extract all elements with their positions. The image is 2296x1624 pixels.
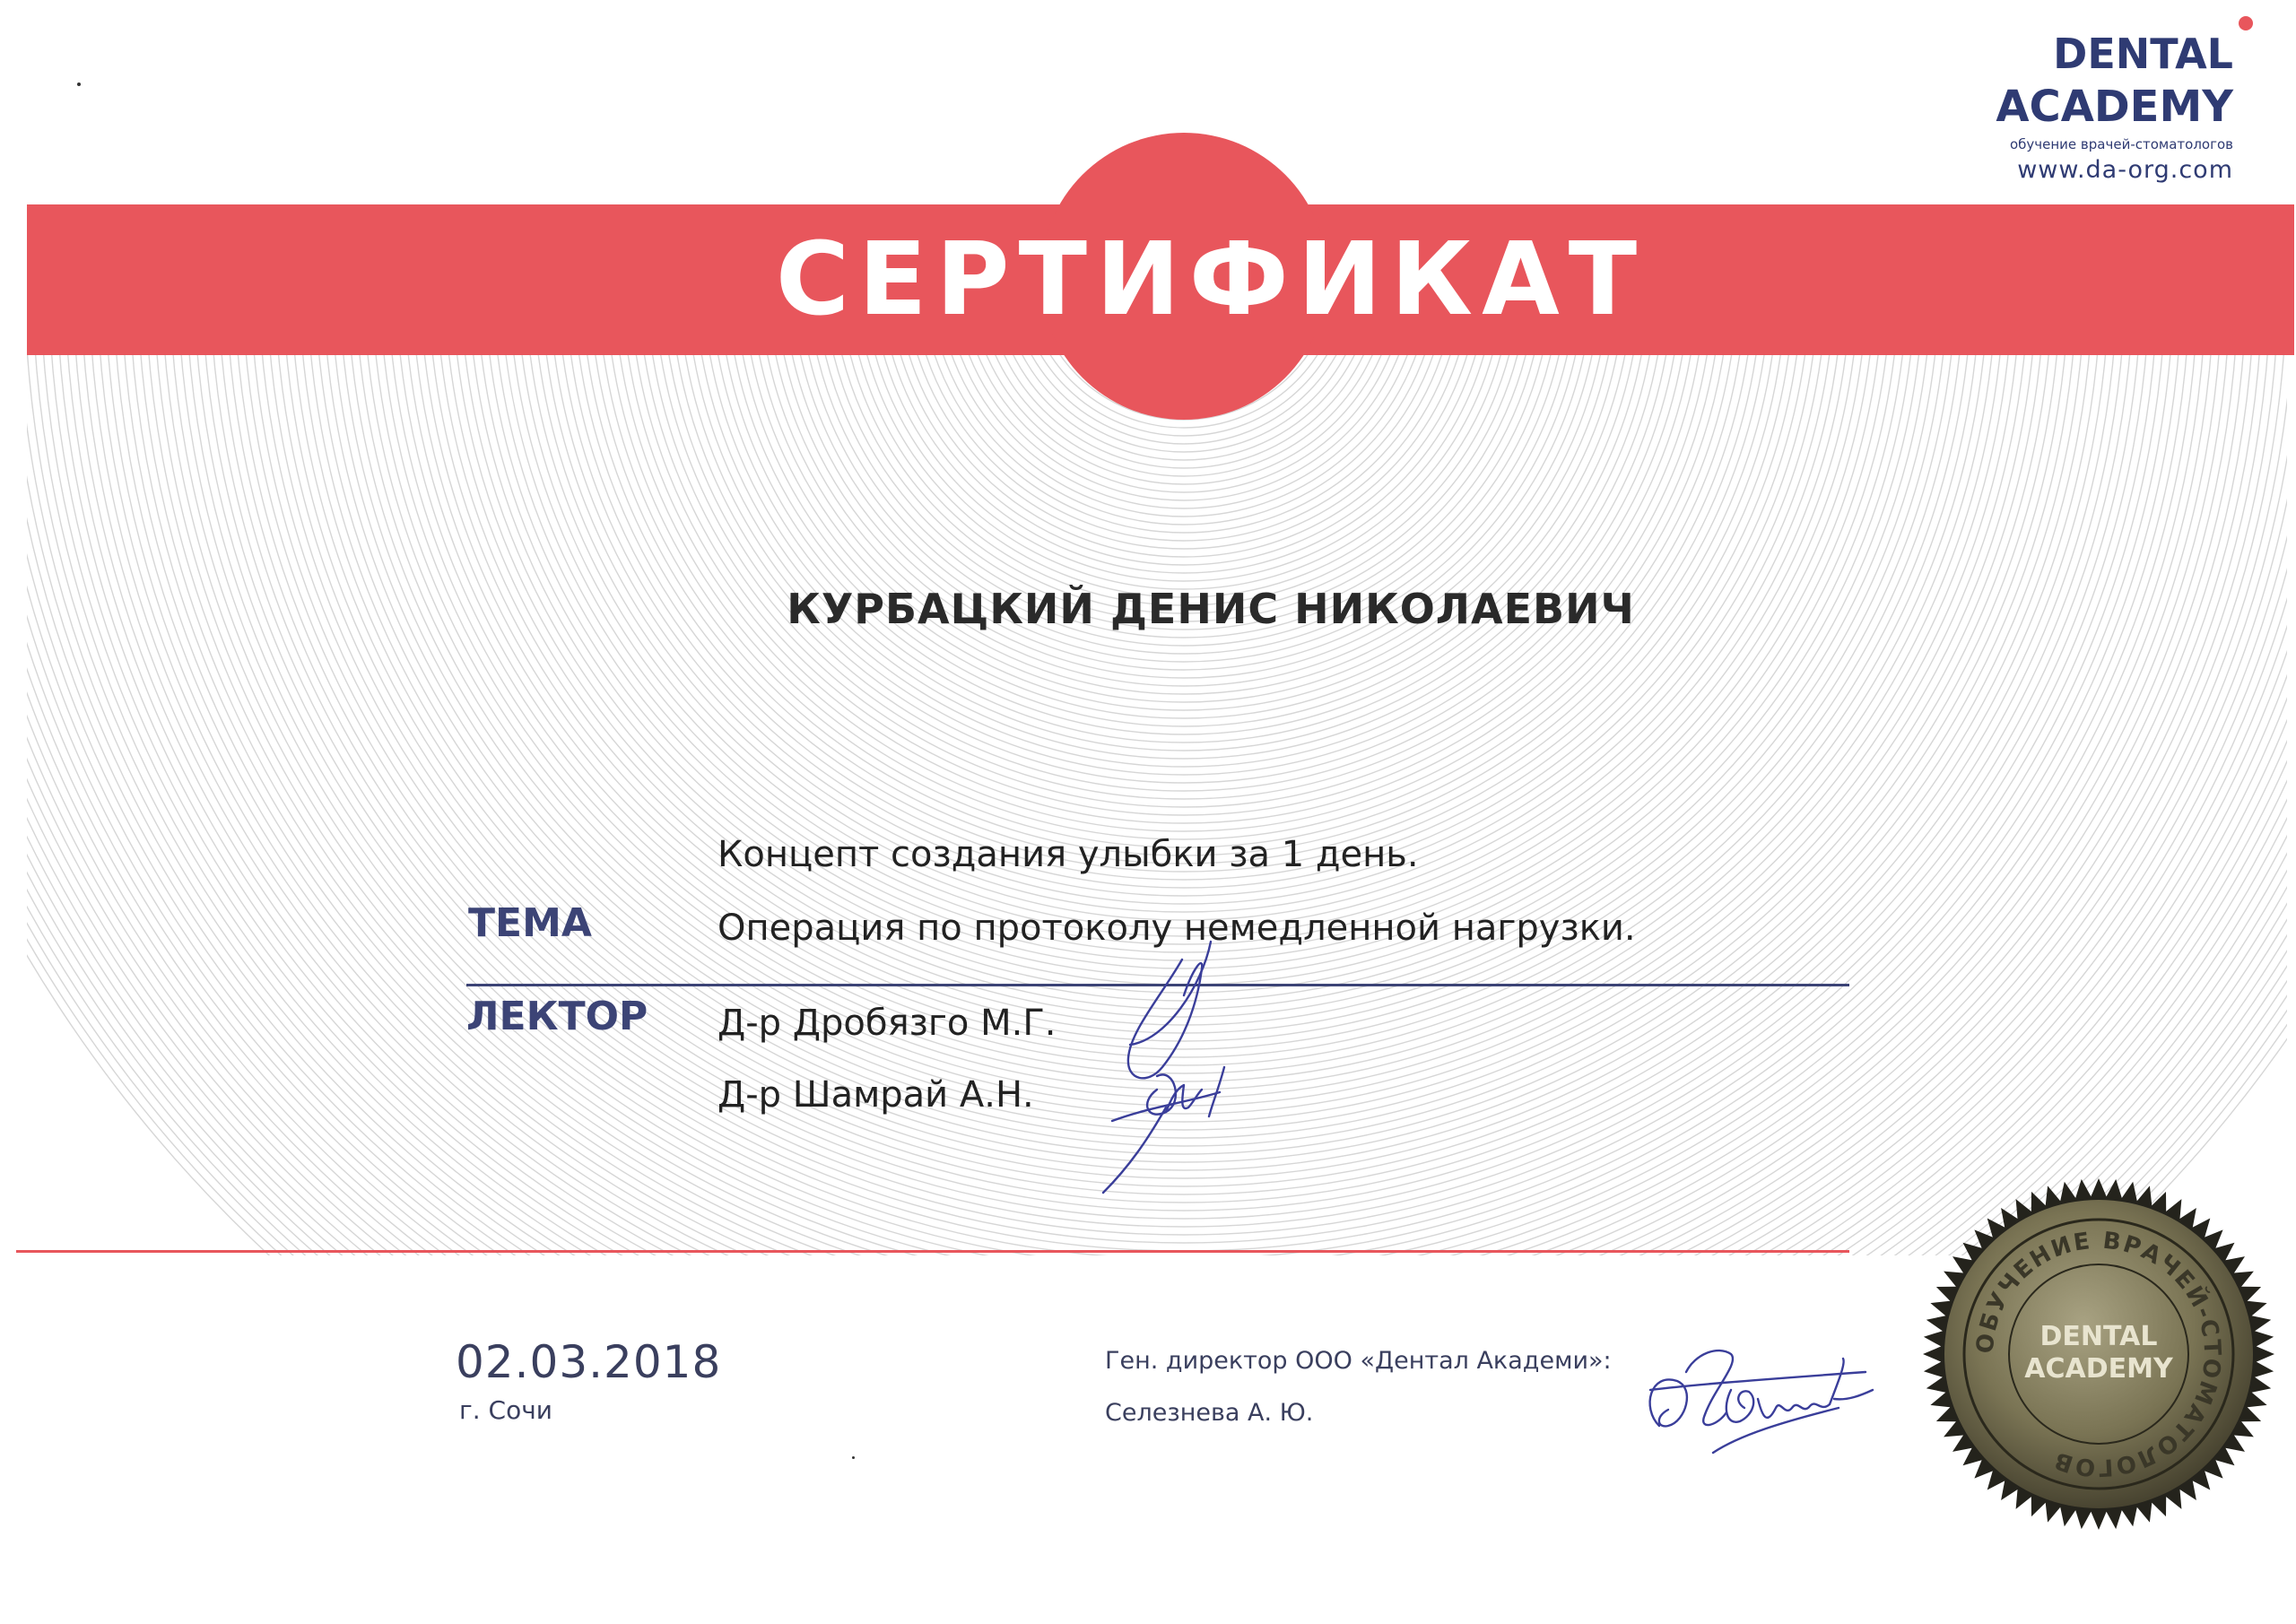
seal-ring-text: ОБУЧЕНИЕ ВРАЧЕЙ-СТОМАТОЛОГОВ [1971, 1227, 2226, 1481]
logo-dot [2239, 16, 2253, 30]
issue-city: г. Сочи [459, 1395, 552, 1425]
company-seal [1919, 1175, 2278, 1533]
logo-tagline: обучение врачей-стоматологов [2009, 136, 2233, 152]
footer-divider [16, 1250, 1849, 1253]
scan-speck [77, 83, 81, 86]
lecturer-label: ЛЕКТОР [466, 994, 648, 1039]
lecturer-name-2: Д-р Шамрай А.Н. [718, 1074, 1034, 1116]
director-title: Ген. директор ООО «Дентал Академи»: [1105, 1347, 1612, 1375]
scan-speck [852, 1456, 855, 1459]
director-signature [1632, 1336, 1883, 1489]
lecturer-name-1: Д-р Дробязго М.Г. [718, 1003, 1057, 1044]
lecturer-signature [1076, 933, 1292, 1202]
topic-line-2: Операция по протоколу немедленной нагрузки. [718, 908, 1636, 949]
seal-center-line-2: ACADEMY [2024, 1353, 2173, 1385]
logo-word-dental: DENTAL [2053, 30, 2233, 78]
topic-label: ТЕМА [468, 900, 592, 946]
seal-center-line-1: DENTAL [2039, 1321, 2158, 1352]
issue-date: 02.03.2018 [456, 1336, 722, 1388]
certificate-title: СЕРТИФИКАТ [775, 221, 1647, 338]
logo-url: www.da-org.com [2017, 156, 2233, 184]
director-name: Селезнева А. Ю. [1105, 1399, 1314, 1427]
recipient-name: КУРБАЦКИЙ ДЕНИС НИКОЛАЕВИЧ [787, 585, 1635, 633]
logo-word-academy: ACADEMY [1996, 82, 2233, 132]
topic-line-1: Концепт создания улыбки за 1 день. [718, 834, 1419, 875]
